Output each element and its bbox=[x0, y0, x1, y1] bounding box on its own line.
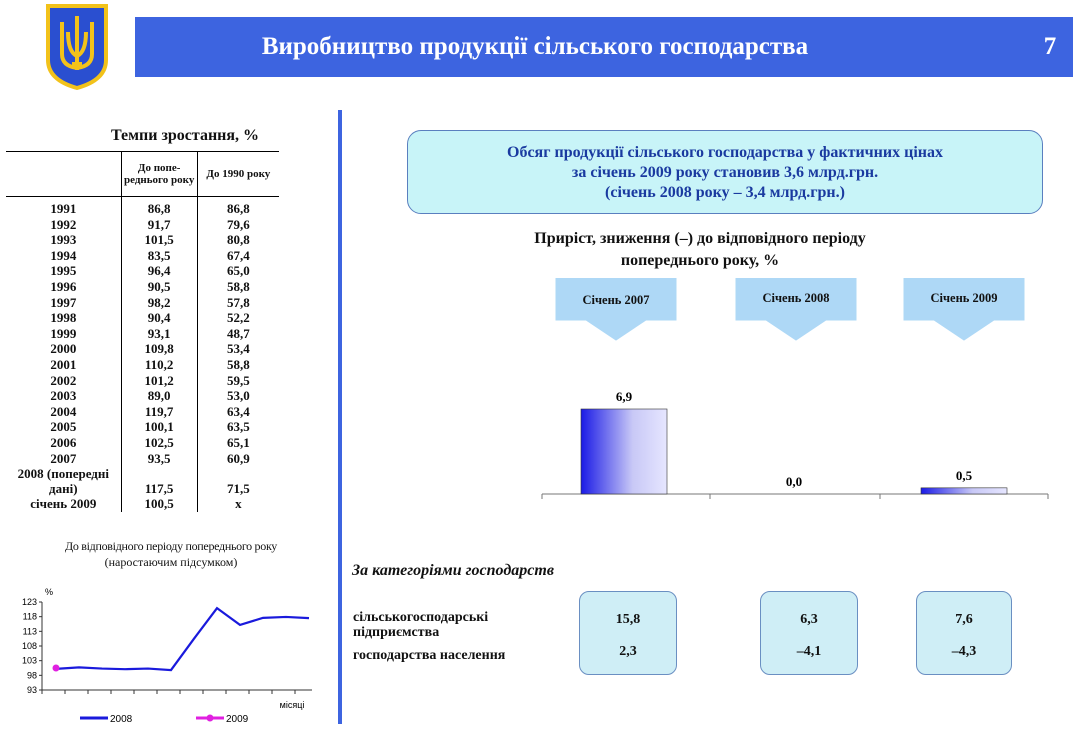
row-label: 1992 bbox=[50, 216, 77, 232]
row-value-prev: 83,5 bbox=[121, 248, 197, 264]
row-value-prev: 102,5 bbox=[121, 435, 197, 451]
bar-chart-title bbox=[470, 228, 930, 272]
bar-chart bbox=[540, 380, 1050, 505]
bar bbox=[581, 409, 667, 494]
table-row bbox=[6, 217, 279, 233]
row-value-1990: х bbox=[235, 496, 242, 512]
table-row bbox=[6, 279, 279, 295]
table-row bbox=[6, 435, 279, 451]
row-value-1990: 53,4 bbox=[226, 341, 250, 357]
row-value-1990: 48,7 bbox=[226, 325, 250, 341]
row-value-prev: 100,5 bbox=[121, 496, 197, 512]
row-value-1990: 57,8 bbox=[226, 294, 250, 310]
table-row bbox=[6, 232, 279, 248]
row-label: січень 2009 bbox=[30, 496, 97, 512]
category-value-households: 2,3 bbox=[619, 644, 637, 659]
table-row bbox=[6, 496, 279, 512]
row-label-households: господарства населення bbox=[353, 648, 506, 663]
row-value-1990: 71,5 bbox=[226, 480, 250, 496]
info-box bbox=[407, 130, 1043, 214]
row-value-prev: 117,5 bbox=[121, 466, 197, 496]
row-value-1990: 63,5 bbox=[226, 419, 250, 435]
bar-value-label: 6,9 bbox=[615, 389, 633, 404]
line-point-2009 bbox=[53, 665, 60, 672]
row-value-1990: 58,8 bbox=[226, 278, 250, 294]
row-label: 1991 bbox=[50, 201, 77, 216]
coat-of-arms-logo bbox=[44, 2, 110, 90]
table-row bbox=[6, 295, 279, 311]
row-value-prev: 100,1 bbox=[121, 419, 197, 435]
row-label: 1994 bbox=[50, 247, 77, 263]
table-row bbox=[6, 451, 279, 467]
row-label: 1995 bbox=[50, 263, 77, 279]
line-y-tick-label: 93 bbox=[26, 685, 37, 695]
category-value-households: –4,3 bbox=[951, 644, 977, 659]
row-label: 2005 bbox=[50, 419, 77, 435]
row-label: 2001 bbox=[50, 356, 77, 372]
arrow-label: Січень 2007 bbox=[556, 280, 676, 320]
category-value-enterprises: 6,3 bbox=[800, 612, 818, 627]
category-value-households: –4,1 bbox=[796, 644, 822, 659]
row-value-1990: 60,9 bbox=[226, 450, 250, 466]
row-value-1990: 65,1 bbox=[226, 434, 250, 450]
row-label-enterprises: сільськогосподарські підприємства bbox=[353, 610, 489, 640]
row-value-1990: 67,4 bbox=[226, 247, 250, 263]
table-header-1990: До 1990 року bbox=[197, 152, 279, 197]
page-number: 7 bbox=[1043, 33, 1057, 60]
row-value-prev: 101,5 bbox=[121, 232, 197, 248]
category-box bbox=[916, 591, 1012, 675]
table-row bbox=[6, 404, 279, 420]
row-label: 1997 bbox=[50, 294, 77, 310]
line-y-tick-label: 108 bbox=[21, 641, 37, 651]
row-value-1990: 65,0 bbox=[226, 263, 250, 279]
line-y-tick-label: 103 bbox=[21, 655, 37, 666]
table-row bbox=[6, 326, 279, 342]
row-label: 1999 bbox=[50, 325, 77, 341]
legend-label-2008: 2008 bbox=[110, 714, 133, 725]
info-line-3: (січень 2008 року – 3,4 млрд.грн.) bbox=[605, 184, 845, 201]
line-chart bbox=[0, 580, 336, 730]
table-row bbox=[6, 263, 279, 279]
vertical-divider bbox=[338, 110, 342, 724]
line-y-tick-label: 98 bbox=[26, 670, 37, 681]
category-value-enterprises: 7,6 bbox=[955, 612, 973, 627]
table-row bbox=[6, 419, 279, 435]
table-row bbox=[6, 357, 279, 373]
row-value-1990: 86,8 bbox=[226, 201, 250, 216]
line-y-tick-label: 123 bbox=[21, 597, 37, 607]
row-value-prev: 109,8 bbox=[121, 341, 197, 357]
table-row bbox=[6, 388, 279, 404]
row-value-prev: 110,2 bbox=[121, 357, 197, 373]
row-label: 2000 bbox=[50, 341, 77, 357]
row-value-1990: 80,8 bbox=[226, 232, 250, 248]
arrow-label: Січень 2009 bbox=[904, 278, 1024, 318]
table-row bbox=[6, 248, 279, 264]
bar bbox=[921, 488, 1007, 494]
row-label: 2008 (попередні дані) bbox=[17, 466, 109, 497]
row-value-1990: 53,0 bbox=[226, 388, 250, 404]
page-title: Виробництво продукції сільського господарства bbox=[261, 33, 809, 60]
categories-heading: За категоріями господарств bbox=[352, 562, 554, 579]
bar-value-label: 0,5 bbox=[955, 467, 973, 483]
row-value-prev: 90,4 bbox=[121, 310, 197, 326]
row-value-prev: 98,2 bbox=[121, 295, 197, 311]
line-series-2008 bbox=[56, 608, 309, 670]
row-label: 1996 bbox=[50, 278, 77, 294]
line-y-label: % bbox=[45, 587, 54, 597]
row-label: 2004 bbox=[50, 403, 77, 419]
row-value-prev: 93,1 bbox=[121, 326, 197, 342]
table-header-year bbox=[6, 152, 121, 197]
row-value-prev: 119,7 bbox=[121, 404, 197, 420]
table-row bbox=[6, 197, 279, 217]
row-label: 2003 bbox=[50, 388, 77, 404]
row-label: 2002 bbox=[50, 372, 77, 388]
row-value-1990: 63,4 bbox=[226, 403, 250, 419]
table-row bbox=[6, 373, 279, 389]
line-chart-title bbox=[6, 538, 336, 570]
growth-table bbox=[6, 151, 279, 512]
info-line-1: Обсяг продукції сільського господарства у фактичних цінах bbox=[507, 144, 943, 161]
table-row bbox=[6, 310, 279, 326]
row-label: 1998 bbox=[50, 310, 77, 326]
bar-chart-title-line-1: Приріст, зниження (–) до відповідного періоду bbox=[534, 230, 866, 247]
bar-chart-title-line-2: попереднього року, % bbox=[620, 252, 780, 269]
legend-marker-2009 bbox=[207, 715, 214, 722]
table-row bbox=[6, 466, 279, 496]
legend-label-2009: 2009 bbox=[226, 714, 249, 725]
category-box bbox=[579, 591, 677, 675]
line-chart-title-text: До відповідного періоду попереднього року bbox=[64, 539, 278, 553]
arrow-label: Січень 2008 bbox=[736, 278, 856, 318]
table-row bbox=[6, 341, 279, 357]
row-value-prev: 93,5 bbox=[121, 451, 197, 467]
line-x-label: місяці bbox=[279, 700, 305, 710]
row-value-1990: 59,5 bbox=[226, 372, 250, 388]
line-chart-subtitle: (наростаючим підсумком) bbox=[104, 555, 238, 569]
growth-table-title: Темпи зростання, % bbox=[110, 127, 260, 144]
row-value-1990: 52,2 bbox=[226, 310, 250, 326]
row-value-prev: 101,2 bbox=[121, 373, 197, 389]
row-value-prev: 86,8 bbox=[121, 197, 197, 217]
row-label: 2006 bbox=[50, 434, 77, 450]
line-y-tick-label: 118 bbox=[22, 611, 37, 622]
info-line-2: за січень 2009 року становив 3,6 млрд.грн. bbox=[571, 164, 879, 181]
row-value-prev: 96,4 bbox=[121, 263, 197, 279]
table-header-prev-year: До попе-реднього року bbox=[121, 152, 197, 197]
bar-value-label: 0,0 bbox=[785, 474, 803, 489]
row-value-prev: 91,7 bbox=[121, 217, 197, 233]
row-value-1990: 79,6 bbox=[226, 216, 250, 232]
category-box bbox=[760, 591, 858, 675]
line-y-tick-label: 113 bbox=[22, 626, 37, 637]
row-label: 2007 bbox=[50, 450, 77, 466]
category-value-enterprises: 15,8 bbox=[615, 612, 641, 627]
row-value-prev: 89,0 bbox=[121, 388, 197, 404]
row-value-prev: 90,5 bbox=[121, 279, 197, 295]
row-value-1990: 58,8 bbox=[226, 356, 250, 372]
row-label: 1993 bbox=[50, 232, 77, 248]
